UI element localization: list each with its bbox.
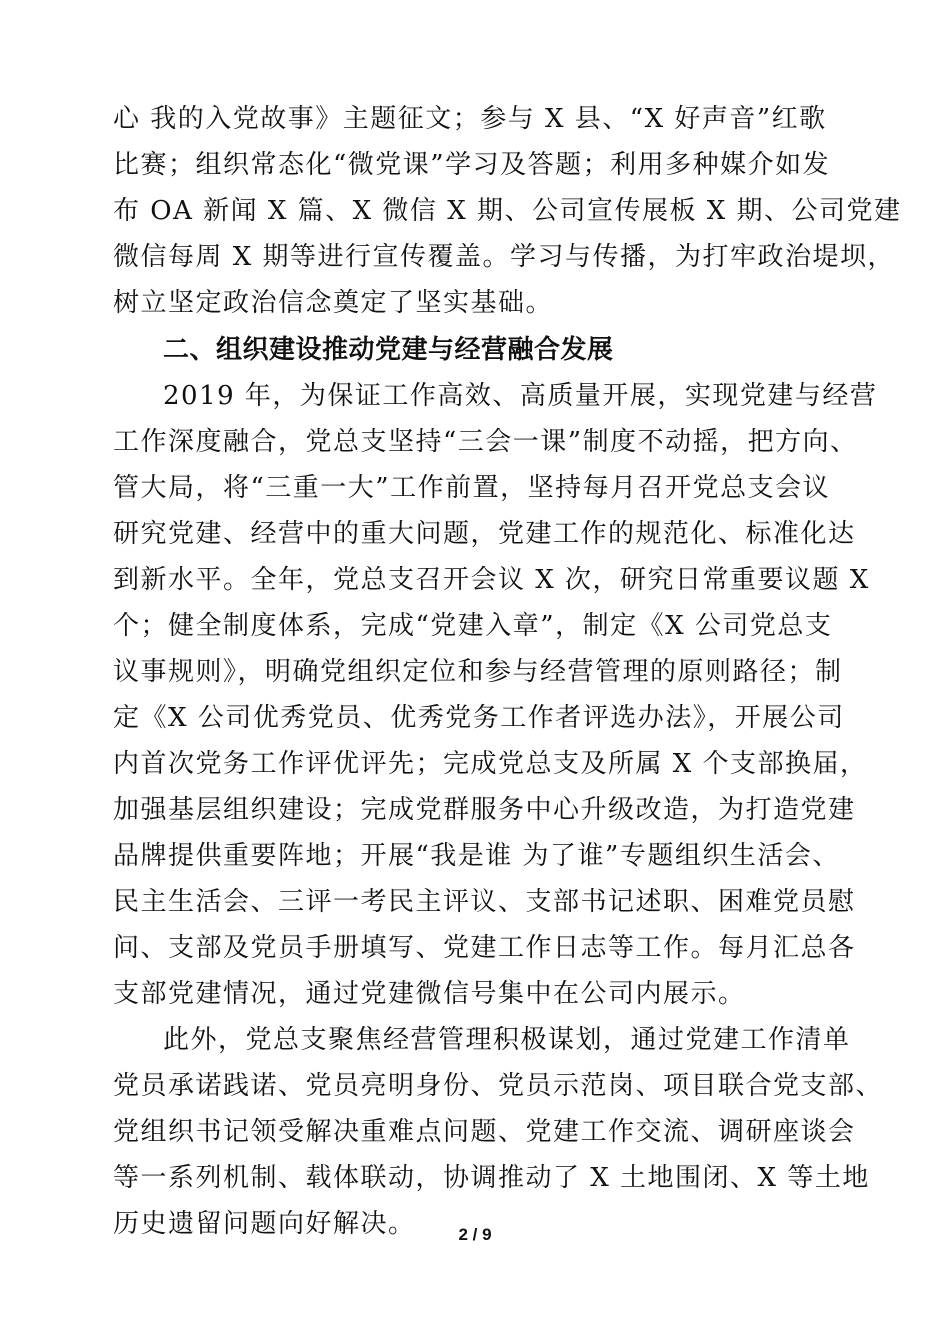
section-heading: 二、组织建设推动党建与经营融合发展: [163, 335, 614, 365]
continuation-paragraph: [113, 96, 902, 326]
paragraph-organization: [113, 373, 878, 1017]
text-line: 支部党建情况，通过党建微信号集中在公司内展示。: [113, 979, 746, 1009]
text-line: 议事规则》，明确党组织定位和参与经营管理的原则路径；制: [113, 657, 843, 687]
text-line: 此外，党总支聚焦经营管理积极谋划，通过党建工作清单: [163, 1025, 851, 1055]
text-line: 心 我的入党故事》主题征文；参与 X 县、“X 好声音”红歌: [113, 104, 827, 134]
text-line: 微信每周 X 期等进行宣传覆盖。学习与传播，为打牢政治堤坝，: [113, 242, 896, 272]
text-line: 等一系列机制、载体联动，协调推动了 X 土地围闭、X 等土地: [113, 1163, 870, 1193]
text-line: 树立坚定政治信念奠定了坚实基础。: [113, 288, 554, 318]
text-line: 内首次党务工作评优评先；完成党总支及所属 X 个支部换届，: [113, 749, 868, 779]
text-line: 工作深度融合，党总支坚持“三会一课”制度不动摇，把方向、: [113, 427, 858, 457]
section-two: [113, 327, 884, 1247]
text-line: 2019 年，为保证工作高效、高质量开展，实现党建与经营: [163, 381, 878, 411]
text-line: 定《X 公司优秀党员、优秀党务工作者评选办法》，开展公司: [113, 703, 845, 733]
text-line: 加强基层组织建设；完成党群服务中心升级改造，为打造党建: [113, 795, 856, 825]
text-line: 管大局，将“三重一大”工作前置，坚持每月召开党总支会议: [113, 473, 831, 503]
text-line: 党组织书记领受解决重难点问题、党建工作交流、调研座谈会: [113, 1117, 856, 1147]
text-line: 历史遗留问题向好解决。: [113, 1209, 416, 1239]
text-line: 民主生活会、三评一考民主评议、支部书记述职、困难党员慰: [113, 887, 856, 917]
text-line: 问、支部及党员手册填写、党建工作日志等工作。每月汇总各: [113, 933, 856, 963]
text-line: 到新水平。全年，党总支召开会议 X 次，研究日常重要议题 X: [113, 565, 870, 595]
text-line: 比赛；组织常态化“微党课”学习及答题；利用多种媒介如发: [113, 150, 831, 180]
text-line: 品牌提供重要阵地；开展“我是谁 为了谁”专题组织生活会、: [113, 841, 840, 871]
text-line: 布 OA 新闻 X 篇、X 微信 X 期、公司宣传展板 X 期、公司党建: [113, 196, 902, 226]
text-line: 党员承诺践诺、党员亮明身份、党员示范岗、项目联合党支部、: [113, 1071, 884, 1101]
text-line: 个；健全制度体系，完成“党建入章”，制定《X 公司党总支: [113, 611, 833, 641]
text-line: 研究党建、经营中的重大问题，党建工作的规范化、标准化达: [113, 519, 856, 549]
page-number: 2 / 9: [458, 1225, 492, 1244]
paragraph-management: [113, 1017, 884, 1247]
